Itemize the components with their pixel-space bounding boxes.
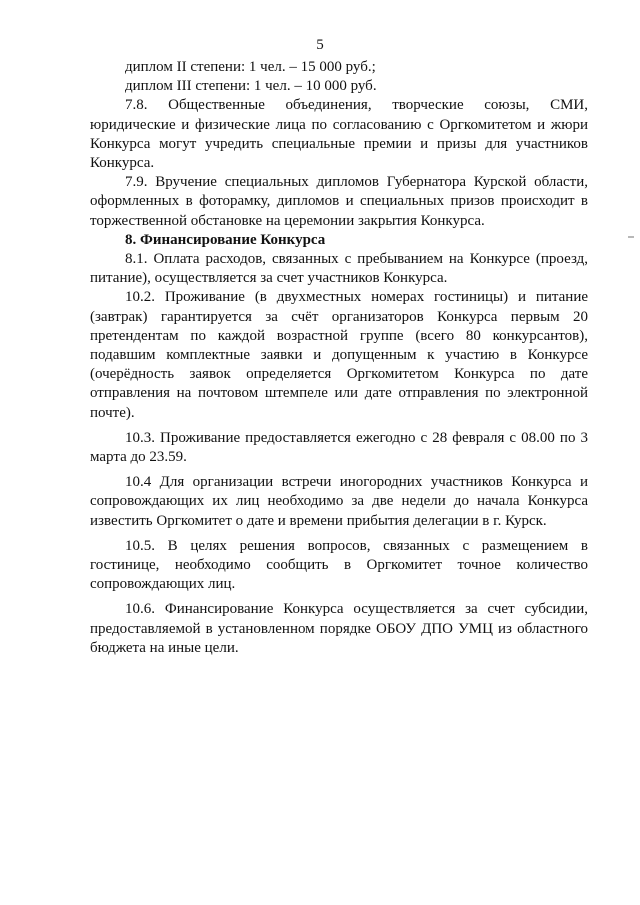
page-number: 5 xyxy=(316,37,324,53)
paragraph-10-4: 10.4 Для организации встречи иногородних участников Конкурса и сопровождающих их лиц необходимо за две недели до начала Конкурса известить Оргкомитет о дате и времени прибытия делегации в г. Курск. xyxy=(90,474,588,529)
scan-mark xyxy=(628,236,634,238)
paragraph-10-2: 10.2. Проживание (в двухместных номерах гостиницы) и питание (завтрак) гарантируется за счёт организаторов Конкурса первым 20 претендентам по каждой возрастной группе (всего 80 конкурсантов), подавшим комплектные заявки и допущенным к участию в Конкурсе (очерёдность заявок определяется Оргкомитетом Конкурса по дате отправления на почтовом штемпеле или дате отправления по электронной почте). xyxy=(90,289,588,421)
paragraph-8-1: 8.1. Оплата расходов, связанных с пребыванием на Конкурсе (проезд, питание), осуществляется за счет участников Конкурса. xyxy=(90,251,588,287)
paragraph-7-8: 7.8. Общественные объединения, творческие союзы, СМИ, юридические и физические лица по согласованию с Оргкомитетом и жюри Конкурса могут учредить специальные премии и призы для участников Конкурса. xyxy=(90,97,588,172)
paragraph-10-5: 10.5. В целях решения вопросов, связанных с размещением в гостинице, необходимо сообщить в Оргкомитет точное количество сопровождающих лиц. xyxy=(90,537,588,593)
prize-line-2nd-degree: диплом II степени: 1 чел. – 15 000 руб.; xyxy=(125,59,376,75)
paragraph-7-9: 7.9. Вручение специальных дипломов Губернатора Курской области, оформленных в фоторамку, дипломов и специальных призов происходит в торжественной обстановке на церемонии закрытия Конкурса. xyxy=(90,174,588,229)
paragraph-10-3: 10.3. Проживание предоставляется ежегодно с 28 февраля с 08.00 по 3 марта до 23.59. xyxy=(90,429,588,466)
prize-line-3rd-degree: диплом III степени: 1 чел. – 10 000 руб. xyxy=(125,78,377,95)
paragraph-10-6: 10.6. Финансирование Конкурса осуществляется за счет субсидии, предоставляемой в установленном порядке ОБОУ ДПО УМЦ из областного бюджета на иные цели. xyxy=(90,601,588,656)
document-body xyxy=(90,58,588,658)
section-heading-8: 8. Финансирование Конкурса xyxy=(125,231,326,248)
